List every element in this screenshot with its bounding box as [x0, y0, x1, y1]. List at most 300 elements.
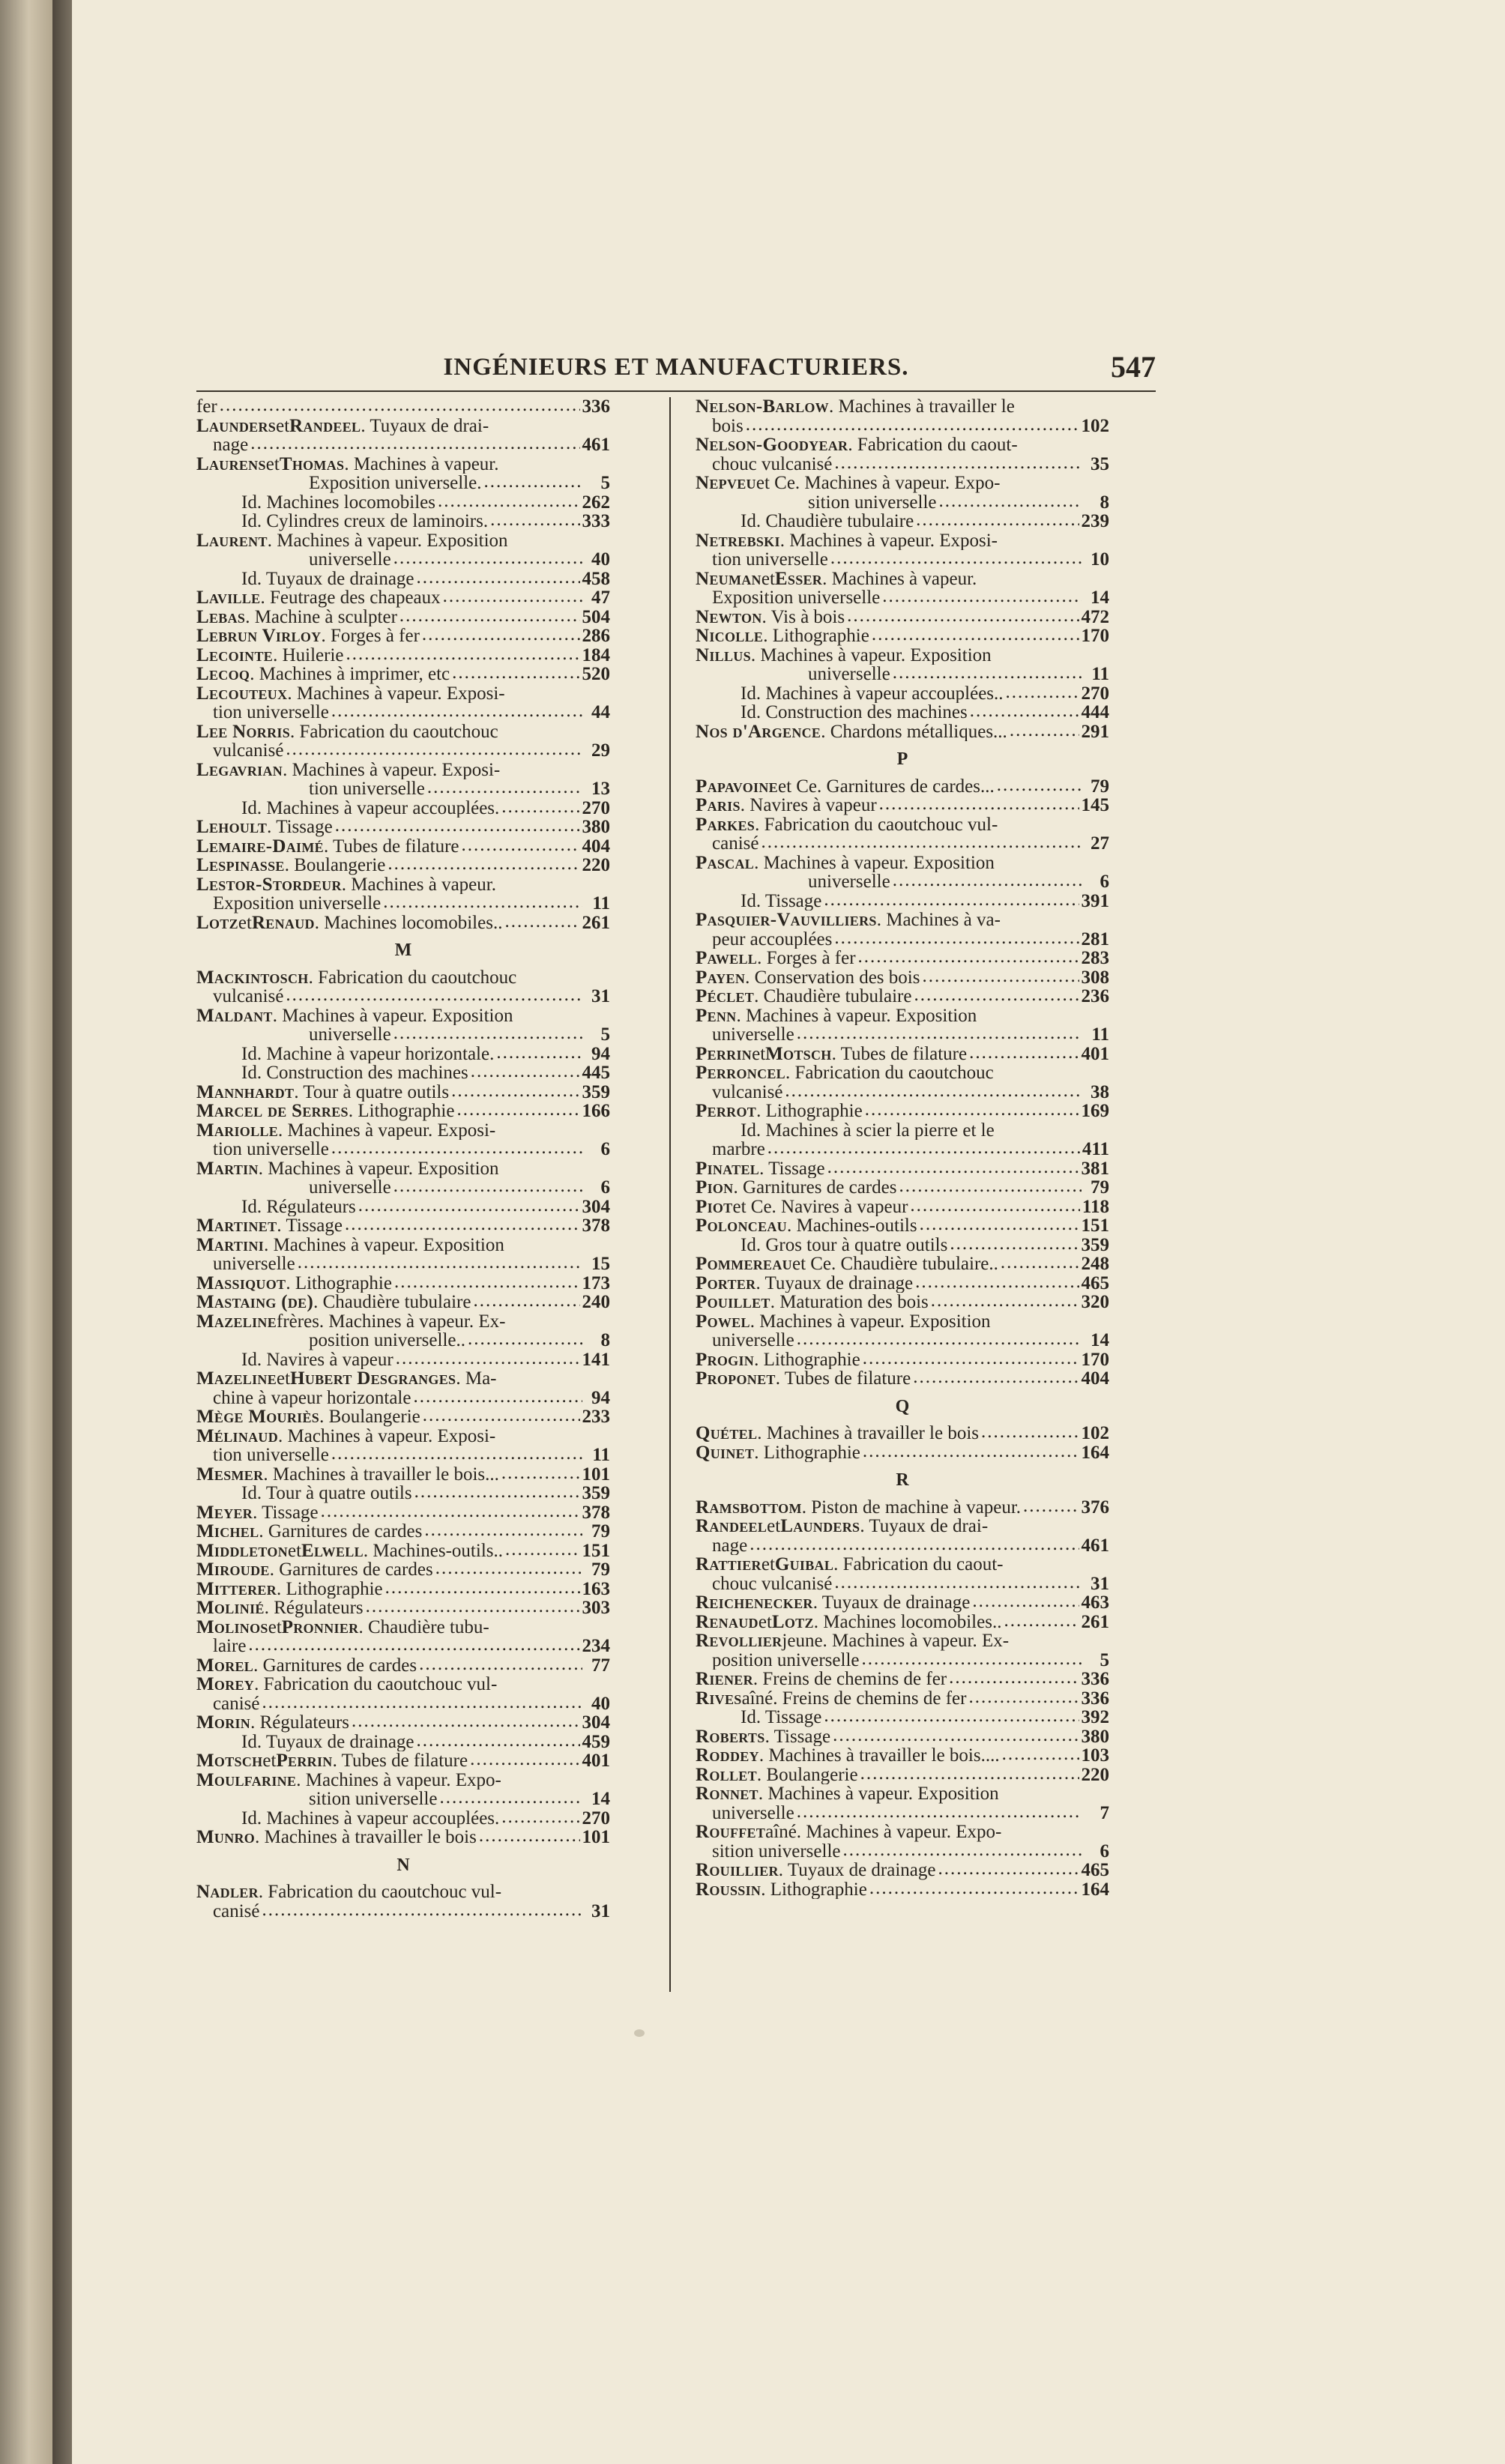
dot-leader [413, 1389, 582, 1408]
entry-text: et [767, 1517, 781, 1536]
index-entry [696, 703, 1109, 722]
dot-leader [950, 1236, 1079, 1255]
entry-text: et [758, 1612, 772, 1631]
entry-line [696, 1350, 1109, 1370]
dot-leader [220, 397, 580, 417]
entry-text: Id. Tissage [741, 891, 822, 911]
entry-text: . Feutrage des chapeaux [260, 588, 441, 608]
index-entry [696, 1063, 1109, 1102]
index-column-left [196, 397, 610, 1921]
entry-text: et Ce. Navires à vapeur [732, 1197, 908, 1216]
dot-leader [462, 837, 580, 857]
entry-text: . Machines à travailler le bois... [263, 1464, 499, 1484]
entry-text: et [761, 569, 775, 588]
entry-line [196, 626, 610, 646]
entry-line [196, 799, 610, 818]
entry-line [696, 1178, 1109, 1198]
manufacturer-name: Randeel [696, 1517, 767, 1536]
dot-leader [366, 1598, 580, 1618]
entry-text: universelle [309, 1025, 391, 1045]
page-reference: 79 [1091, 1178, 1109, 1198]
entry-line [196, 1427, 610, 1446]
entry-text: . Chaudière tubulaire [313, 1293, 471, 1312]
entry-text: . Machines à vapeur. Exposition [272, 1006, 513, 1025]
dot-leader [345, 1216, 580, 1236]
entry-text: . Maturation des bois [770, 1293, 929, 1312]
index-entry [196, 1427, 610, 1465]
entry-line [196, 1637, 610, 1656]
dot-leader [972, 1593, 1079, 1613]
page-reference: 11 [592, 894, 610, 914]
dot-leader [501, 1809, 579, 1829]
entry-text: Id. Tour à quatre outils [241, 1484, 412, 1503]
page-reference: 401 [1081, 1044, 1109, 1063]
entry-text: Id. Tuyaux de drainage [241, 569, 414, 588]
dot-leader [358, 1198, 580, 1217]
dot-leader [427, 779, 582, 799]
manufacturer-name: Papavoine [696, 776, 778, 796]
entry-text: . Tuyaux de drai- [860, 1517, 989, 1536]
entry-text: Id. Machines à scier la pierre et le [741, 1120, 995, 1140]
entry-line [696, 1823, 1109, 1842]
index-entry [696, 1631, 1109, 1670]
entry-line [196, 1446, 610, 1465]
page-reference: 239 [1081, 512, 1109, 531]
entry-text: . Navires à vapeur [740, 796, 877, 815]
page-reference: 392 [1081, 1708, 1109, 1727]
index-entry [196, 493, 610, 513]
entry-line [196, 779, 610, 799]
dot-leader [387, 856, 579, 875]
entry-text: . Fabrication du caoutchouc [290, 722, 498, 741]
dot-leader [863, 1443, 1079, 1463]
entry-text: . Machines à vapeur. Exposi- [278, 1426, 496, 1446]
dot-leader [396, 1350, 580, 1370]
entry-text: . Machines à va- [876, 911, 1001, 930]
entry-line [696, 1063, 1109, 1083]
entry-line [196, 1083, 610, 1102]
index-entry [196, 1083, 610, 1102]
entry-text: . Garnitures de cardes [733, 1178, 897, 1198]
index-entry [196, 1236, 610, 1274]
manufacturer-name: Mazeline [196, 1369, 277, 1389]
entry-text: . Tissage [759, 1159, 825, 1178]
entry-text: . Machines à vapeur. Exposition [750, 645, 992, 665]
manufacturer-name: Lecouteux [196, 683, 288, 703]
entry-line [696, 1536, 1109, 1556]
entry-line [696, 474, 1109, 493]
entry-line [196, 1407, 610, 1427]
index-entry [696, 1216, 1109, 1236]
entry-line [696, 397, 1109, 417]
dot-leader [352, 1713, 579, 1733]
dot-leader [468, 1331, 582, 1350]
dot-leader [286, 987, 582, 1006]
entry-line [196, 1102, 610, 1121]
manufacturer-name: Neuman [696, 569, 761, 588]
page-reference: 101 [582, 1464, 610, 1484]
entry-text: chouc vulcanisé [712, 1574, 833, 1593]
entry-line [196, 1618, 610, 1637]
entry-text: et [761, 1555, 775, 1574]
entry-line [196, 493, 610, 513]
entry-line [196, 837, 610, 857]
manufacturer-name: Molinos [196, 1617, 268, 1637]
index-entry [696, 777, 1109, 797]
page-reference: 378 [582, 1503, 610, 1522]
entry-text: chine à vapeur horizontale [213, 1388, 411, 1407]
page-reference: 79 [591, 1522, 610, 1541]
index-entry [196, 1216, 610, 1236]
entry-line [196, 1713, 610, 1733]
entry-line [696, 1880, 1109, 1900]
index-column-right [696, 397, 1109, 1899]
page-reference: 164 [1081, 1879, 1109, 1899]
page-reference: 461 [1081, 1536, 1109, 1555]
entry-line [196, 1236, 610, 1255]
entry-text: . Conservation des bois [745, 967, 920, 987]
entry-text: . Boulangerie [284, 856, 386, 875]
index-entry [196, 1465, 610, 1485]
manufacturer-name: Porter [696, 1273, 756, 1293]
entry-text: . Tuyaux de drainage [812, 1593, 971, 1613]
index-entry [196, 1751, 610, 1771]
entry-line [196, 741, 610, 761]
page-reference: 35 [1091, 454, 1109, 474]
page-reference: 376 [1081, 1497, 1109, 1517]
entry-line [696, 1689, 1109, 1709]
page-reference: 359 [582, 1082, 610, 1102]
entry-text: . Fabrication du caoutchouc vul- [258, 1882, 502, 1902]
entry-line [696, 435, 1109, 455]
dot-leader [346, 646, 580, 665]
dot-leader [501, 799, 579, 818]
dot-leader [827, 1159, 1079, 1179]
manufacturer-name: Laville [196, 588, 261, 608]
entry-line [196, 1751, 610, 1771]
page-reference: 378 [582, 1216, 610, 1236]
manufacturer-name: Motsch [765, 1044, 832, 1063]
column-divider [669, 397, 671, 1992]
entry-line [696, 1025, 1109, 1045]
entry-line [696, 815, 1109, 835]
entry-line [696, 722, 1109, 742]
entry-text: . Fabrication du caoutchouc [785, 1063, 994, 1083]
page-reference: 151 [582, 1541, 610, 1560]
manufacturer-name: Perroncel [696, 1063, 785, 1083]
manufacturer-name: Nelson-Barlow [696, 397, 829, 417]
index-entry [696, 626, 1109, 646]
dot-leader [414, 1484, 580, 1503]
manufacturer-name: Ramsbottom [696, 1497, 802, 1517]
entry-line [196, 1675, 610, 1694]
entry-text: . Machines-outils [786, 1216, 917, 1236]
entry-text: universelle [712, 1025, 794, 1045]
index-entry [696, 892, 1109, 911]
page-reference: 102 [1081, 1424, 1109, 1443]
index-entry [196, 1733, 610, 1752]
page-reference: 359 [1081, 1235, 1109, 1254]
manufacturer-name: Mazeline [196, 1311, 277, 1331]
page-reference: 336 [1081, 1670, 1109, 1689]
manufacturer-name: Martinet [196, 1216, 277, 1236]
entry-line [196, 722, 610, 742]
index-entry [696, 1178, 1109, 1198]
dot-leader [419, 1656, 582, 1676]
dot-leader [834, 1574, 1082, 1594]
manufacturer-name: Rouillier [696, 1861, 779, 1880]
index-entry [196, 1006, 610, 1045]
page-reference: 303 [582, 1598, 610, 1618]
entry-line [196, 1694, 610, 1714]
index-entry [196, 1771, 610, 1809]
dot-leader [248, 1637, 579, 1656]
page-reference: 333 [582, 512, 610, 531]
entry-text: Id. Chaudière tubulaire [741, 512, 914, 531]
entry-line [196, 818, 610, 837]
index-entry [196, 1503, 610, 1523]
index-entry [696, 1784, 1109, 1823]
index-entry [696, 474, 1109, 512]
page-reference: 458 [582, 569, 610, 588]
dot-leader [882, 588, 1082, 608]
dot-leader [922, 968, 1079, 988]
entry-text: Id. Machines à vapeur accouplées. [241, 798, 500, 818]
manufacturer-name: Rouffet [696, 1823, 766, 1842]
entry-text: Exposition universelle [712, 588, 881, 608]
entry-text: Id. Machines à vapeur accouplées.. [741, 683, 1004, 703]
index-entry [196, 1198, 610, 1217]
entry-line [696, 1574, 1109, 1594]
manufacturer-name: Esser [774, 569, 823, 588]
manufacturer-name: Netrebski [696, 531, 780, 550]
entry-line [196, 1274, 610, 1293]
index-entry [196, 1656, 610, 1676]
entry-text: Id. Tissage [741, 1708, 822, 1727]
manufacturer-name: Mitterer [196, 1579, 277, 1598]
entry-line [196, 1331, 610, 1350]
page-reference: 94 [591, 1044, 610, 1063]
manufacturer-name: Mesmer [196, 1464, 264, 1484]
manufacturer-name: Pasquier-Vauvilliers [696, 911, 877, 930]
entry-line [696, 455, 1109, 474]
page-reference: 5 [600, 474, 610, 493]
manufacturer-name: Maldant [196, 1006, 273, 1025]
entry-text: et Ce. Chaudière tubulaire.. [791, 1254, 998, 1274]
index-entry [196, 1541, 610, 1561]
entry-text: . Fabrication du caout- [848, 435, 1018, 455]
dot-leader [920, 1216, 1079, 1236]
page-reference: 261 [1081, 1612, 1109, 1631]
index-entry [196, 856, 610, 875]
entry-line [196, 1312, 610, 1332]
entry-line [696, 1708, 1109, 1727]
page-reference: 173 [582, 1273, 610, 1293]
entry-text: universelle [808, 872, 890, 892]
dot-leader [435, 1560, 582, 1580]
page-reference: 308 [1081, 967, 1109, 987]
entry-text: Exposition universelle [213, 894, 381, 914]
index-entry [696, 1443, 1109, 1463]
entry-text: et [276, 416, 290, 435]
entry-text: vulcanisé [712, 1082, 783, 1102]
entry-line [696, 949, 1109, 968]
manufacturer-name: Nadler [196, 1882, 259, 1902]
dot-leader [893, 665, 1082, 684]
entry-text: canisé [213, 1694, 260, 1713]
entry-text: position universelle.. [309, 1331, 465, 1350]
entry-text: jeune. Machines à vapeur. Ex- [782, 1631, 1010, 1651]
manufacturer-name: Mariolle [196, 1120, 279, 1140]
entry-line [696, 684, 1109, 704]
entry-line [696, 1670, 1109, 1689]
entry-text: . Machine à sculpter [245, 607, 397, 626]
index-entry [196, 799, 610, 818]
page-reference: 102 [1081, 416, 1109, 435]
index-entry [196, 1618, 610, 1656]
manufacturer-name: Newton [696, 607, 762, 626]
entry-line [196, 1522, 610, 1541]
page-reference: 5 [1100, 1650, 1109, 1670]
page-reference: 234 [582, 1637, 610, 1656]
index-entry [696, 1159, 1109, 1179]
entry-text: . Tubes de filature [775, 1369, 911, 1389]
dot-leader [422, 626, 580, 646]
manufacturer-name: Progin [696, 1350, 755, 1369]
entry-text: . Chaudière tubulaire [754, 987, 912, 1006]
page-reference: 40 [591, 550, 610, 570]
dot-leader [1004, 1613, 1079, 1632]
manufacturer-name: Lebas [196, 607, 246, 626]
dot-leader [1006, 684, 1079, 704]
entry-text: . Tuyaux de drainage [778, 1861, 936, 1880]
page-reference: 141 [582, 1350, 610, 1369]
entry-line [196, 1140, 610, 1159]
dot-leader [834, 930, 1079, 949]
manufacturer-name: Perrin [696, 1044, 752, 1063]
dot-leader [440, 1790, 583, 1809]
manufacturer-name: Perrot [696, 1102, 757, 1121]
entry-text: . Machines à vapeur. [822, 569, 977, 588]
entry-line [696, 1631, 1109, 1651]
index-entry [696, 1593, 1109, 1613]
dot-leader [451, 1083, 579, 1102]
entry-line [196, 1598, 610, 1618]
entry-line [696, 608, 1109, 627]
section-letter: R [896, 1470, 909, 1490]
page-reference: 164 [1081, 1443, 1109, 1462]
manufacturer-name: Lee Norris [196, 722, 291, 741]
entry-line [696, 1766, 1109, 1785]
index-entry [196, 665, 610, 684]
dot-leader [949, 1670, 1079, 1689]
entry-line [196, 1771, 610, 1790]
entry-line [696, 1842, 1109, 1861]
entry-line [196, 1503, 610, 1523]
entry-line [696, 1369, 1109, 1389]
section-letter: M [394, 940, 412, 960]
manufacturer-name: Proponet [696, 1369, 776, 1389]
dot-leader [847, 608, 1079, 627]
dot-leader [471, 1063, 580, 1083]
entry-text: et [752, 1044, 766, 1063]
index-entry [696, 1045, 1109, 1064]
index-entry [196, 512, 610, 531]
dot-leader [824, 1708, 1079, 1727]
dot-leader [916, 512, 1079, 531]
index-entry [696, 1312, 1109, 1350]
page-reference: 270 [582, 798, 610, 818]
entry-text: et [262, 1751, 277, 1771]
entry-text: peur accouplées [712, 929, 833, 949]
index-entry [196, 1350, 610, 1370]
entry-line [196, 1350, 610, 1370]
page-reference: 8 [1100, 492, 1109, 512]
index-entry [696, 1498, 1109, 1518]
entry-text: . Machines locomobiles.. [314, 913, 503, 932]
entry-text: . Ma- [456, 1369, 497, 1389]
manufacturer-name: Lotz [771, 1612, 814, 1631]
entry-text: vulcanisé [213, 741, 284, 761]
page-reference: 6 [600, 1178, 610, 1198]
index-entry [196, 761, 610, 799]
entry-text: . Lithographie [348, 1102, 455, 1121]
entry-line [696, 1121, 1109, 1141]
dot-leader [858, 949, 1079, 968]
dot-leader [417, 1733, 580, 1752]
manufacturer-name: Piot [696, 1197, 733, 1216]
manufacturer-name: Randeel [289, 416, 361, 435]
dot-leader [860, 1766, 1079, 1785]
page-reference: 6 [1100, 872, 1109, 892]
page-reference: 10 [1091, 550, 1109, 570]
dot-leader [504, 914, 579, 933]
entry-text: laire [213, 1637, 247, 1656]
page-reference: 44 [591, 703, 610, 722]
dot-leader [869, 1880, 1079, 1900]
entry-line [696, 1613, 1109, 1632]
entry-text: aîné. Machines à vapeur. Expo- [765, 1823, 1002, 1842]
entry-line [696, 892, 1109, 911]
dot-leader [970, 703, 1079, 722]
entry-line [696, 1236, 1109, 1255]
entry-line [696, 987, 1109, 1006]
entry-text: tion universelle [213, 1140, 329, 1159]
manufacturer-name: Hubert Desgranges [290, 1369, 456, 1389]
entry-line [196, 1045, 610, 1064]
manufacturer-name: Lotz [196, 913, 238, 932]
entry-line [196, 1369, 610, 1389]
entry-text: canisé [712, 834, 759, 854]
dot-leader [501, 1465, 580, 1485]
entry-text: et [288, 1541, 302, 1560]
manufacturer-name: Pommereau [696, 1254, 792, 1274]
entry-text: Id. Machines à vapeur accouplées. [241, 1808, 500, 1828]
dot-leader [931, 1293, 1079, 1312]
index-entry [196, 1312, 610, 1350]
entry-text: . Huilerie [273, 645, 344, 665]
dot-leader [865, 1102, 1079, 1121]
entry-text: et [277, 1369, 291, 1389]
dot-leader [981, 1424, 1079, 1443]
entry-text: . Fabrication du caoutchouc [308, 967, 517, 987]
entry-line [696, 1293, 1109, 1312]
page-reference: 465 [1081, 1273, 1109, 1293]
manufacturer-name: Rives [696, 1688, 742, 1708]
manufacturer-name: Lemaire-Daimé [196, 836, 324, 856]
page-reference: 336 [582, 397, 610, 417]
manufacturer-name: Renaud [251, 913, 315, 932]
